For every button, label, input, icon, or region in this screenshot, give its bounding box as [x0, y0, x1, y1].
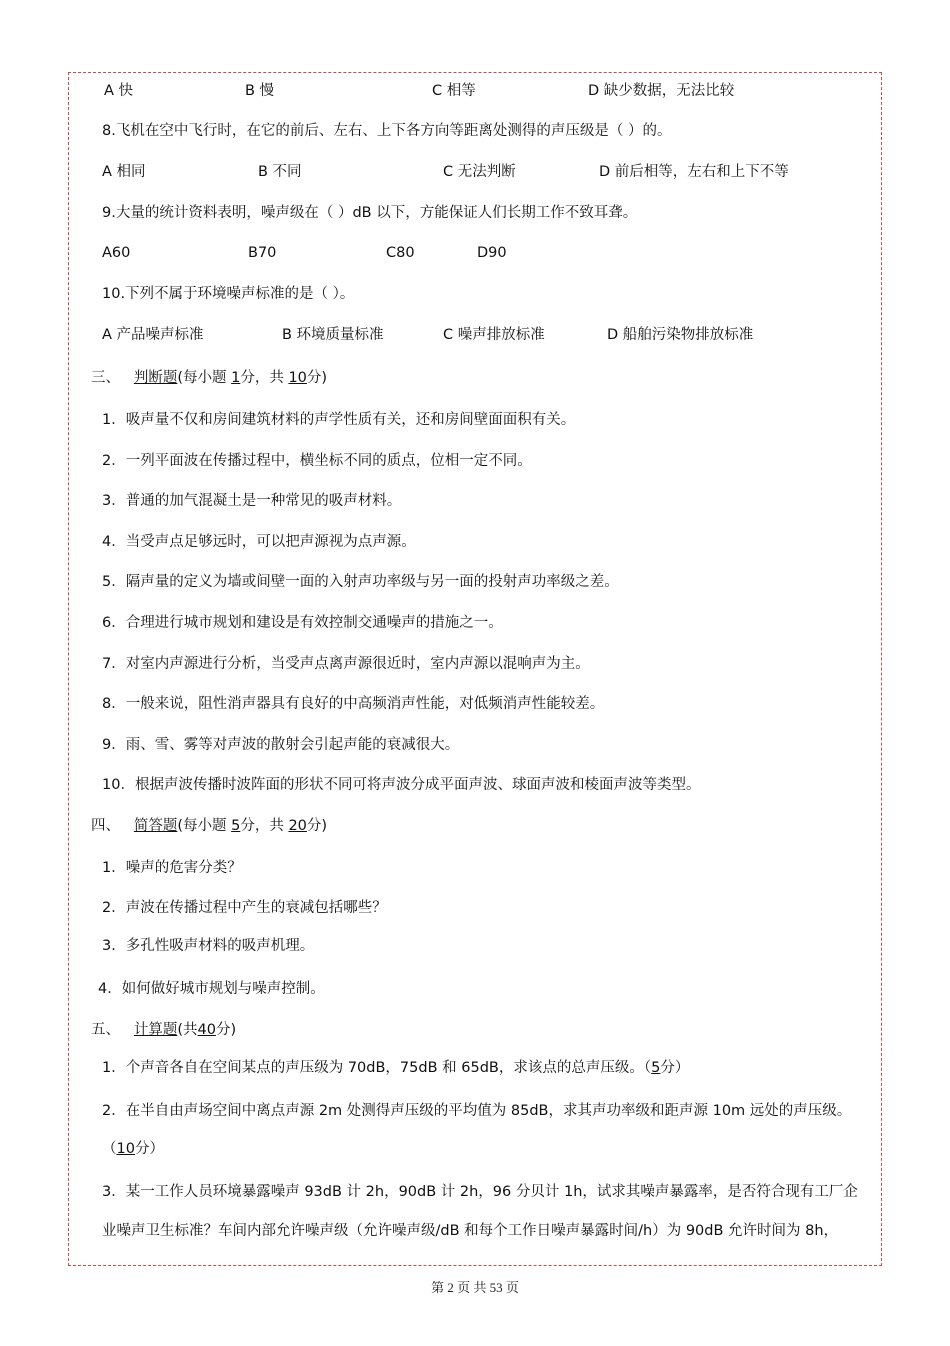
section5-note-pre: (共 [177, 1022, 198, 1038]
calc-item-1 [102, 1058, 689, 1078]
judge-item-8: 8．一般来说，阻性消声器具有良好的中高频消声性能，对低频消声性能较差。 [102, 696, 605, 712]
calc-item-1-score: 5 [651, 1060, 661, 1076]
judge-item-7: 7．对室内声源进行分析，当受声点离声源很近时，室内声源以混响声为主。 [102, 656, 590, 672]
short-answer-item-4: 4．如何做好城市规划与噪声控制。 [98, 981, 325, 997]
judge-item-10: 10．根据声波传播时波阵面的形状不同可将声波分成平面声波、球面声波和棱面声波等类型。 [102, 777, 701, 793]
section3-number: 三、 [91, 370, 120, 386]
section3-title: 判断题 [133, 370, 178, 386]
q10-option-b: B 环境质量标准 [282, 327, 384, 343]
section3-note-post: 分) [306, 370, 328, 386]
calc-item-2-score-line [102, 1139, 164, 1159]
calc-item-1-end: 分） [660, 1060, 690, 1076]
q10-option-d: D 船舶污染物排放标准 [607, 327, 754, 343]
q7-option-c: C 相等 [432, 83, 476, 99]
section5-title: 计算题 [133, 1022, 178, 1038]
short-answer-item-1: 1．噪声的危害分类？ [102, 860, 242, 876]
calc-item-1-text: 1．个声音各自在空间某点的声压级为 70dB，75dB 和 65dB，求该点的总声压级。（ [102, 1060, 652, 1076]
calc-item-3-line-2: 业噪声卫生标准？车间内部允许噪声级（允许噪声级/dB 和每个工作日噪声暴露时间/h）为 90dB 允许时间为 8h， [102, 1223, 839, 1239]
section5-total-score: 40 [197, 1022, 216, 1038]
judge-item-1: 1．吸声量不仅和房间建筑材料的声学性质有关，还和房间壁面面积有关。 [102, 412, 576, 428]
calc-item-2: 2．在半自由声场空间中离点声源 2m 处测得声压级的平均值为 85dB，求其声功率级和距声源 10m 远处的声压级。 [102, 1103, 852, 1119]
section5-number: 五、 [91, 1022, 120, 1038]
q9-option-b: B70 [248, 245, 277, 261]
section4-note-mid: 分，共 [240, 818, 284, 834]
section4-per-score: 5 [231, 818, 241, 834]
calc-item-2-paren-open: （ [102, 1141, 117, 1157]
short-answer-item-2: 2．声波在传播过程中产生的衰减包括哪些？ [102, 900, 387, 916]
judge-item-6: 6．合理进行城市规划和建设是有效控制交通噪声的措施之一。 [102, 615, 503, 631]
q8-option-b: B 不同 [258, 164, 302, 180]
calc-item-2-score: 10 [116, 1141, 135, 1157]
q9-option-d: D90 [477, 245, 507, 261]
short-answer-item-3: 3．多孔性吸声材料的吸声机理。 [102, 938, 315, 954]
section4-total-score: 20 [288, 818, 307, 834]
section4-heading [91, 816, 327, 836]
q7-option-a: A 快 [104, 83, 134, 99]
page-number-footer: 第 2 页 共 53 页 [431, 1280, 519, 1295]
q8-question: 8.飞机在空中飞行时，在它的前后、左右、上下各方向等距离处测得的声压级是（ ）的。 [102, 123, 672, 139]
q10-option-c: C 噪声排放标准 [443, 327, 545, 343]
section4-note-post: 分) [306, 818, 328, 834]
q9-option-a: A60 [102, 245, 131, 261]
q10-option-a: A 产品噪声标准 [102, 327, 204, 343]
section3-heading [91, 368, 327, 388]
q9-option-c: C80 [386, 245, 415, 261]
section5-heading [91, 1020, 236, 1040]
q7-option-d: D 缺少数据，无法比较 [588, 83, 735, 99]
section3-per-score: 1 [231, 370, 241, 386]
section3-note-mid: 分，共 [240, 370, 284, 386]
calc-item-2-paren-close: 分） [134, 1141, 164, 1157]
q7-option-b: B 慢 [245, 83, 275, 99]
section4-title: 简答题 [133, 818, 178, 834]
q9-question: 9.大量的统计资料表明，噪声级在（ ）dB 以下，方能保证人们长期工作不致耳聋。 [102, 205, 638, 221]
judge-item-4: 4．当受声点足够远时，可以把声源视为点声源。 [102, 534, 416, 550]
section5-note-post: 分) [215, 1022, 237, 1038]
calc-item-3-line-1: 3．某一工作人员环境暴露噪声 93dB 计 2h，90dB 计 2h，96 分贝计 1h，试求其噪声暴露率，是否符合现有工厂企 [102, 1184, 858, 1200]
q8-option-a: A 相同 [102, 164, 146, 180]
judge-item-3: 3．普通的加气混凝土是一种常见的吸声材料。 [102, 493, 402, 509]
section3-note-pre: (每小题 [177, 370, 227, 386]
section4-number: 四、 [91, 818, 120, 834]
section4-note-pre: (每小题 [177, 818, 227, 834]
section3-total-score: 10 [288, 370, 307, 386]
q10-question: 10.下列不属于环境噪声标准的是（ ）。 [102, 286, 355, 302]
q8-option-c: C 无法判断 [443, 164, 516, 180]
q8-option-d: D 前后相等，左右和上下不等 [599, 164, 789, 180]
judge-item-2: 2．一列平面波在传播过程中，横坐标不同的质点，位相一定不同。 [102, 453, 532, 469]
judge-item-5: 5．隔声量的定义为墙或间壁一面的入射声功率级与另一面的投射声功率级之差。 [102, 574, 619, 590]
judge-item-9: 9．雨、雪、雾等对声波的散射会引起声能的衰减很大。 [102, 737, 460, 753]
